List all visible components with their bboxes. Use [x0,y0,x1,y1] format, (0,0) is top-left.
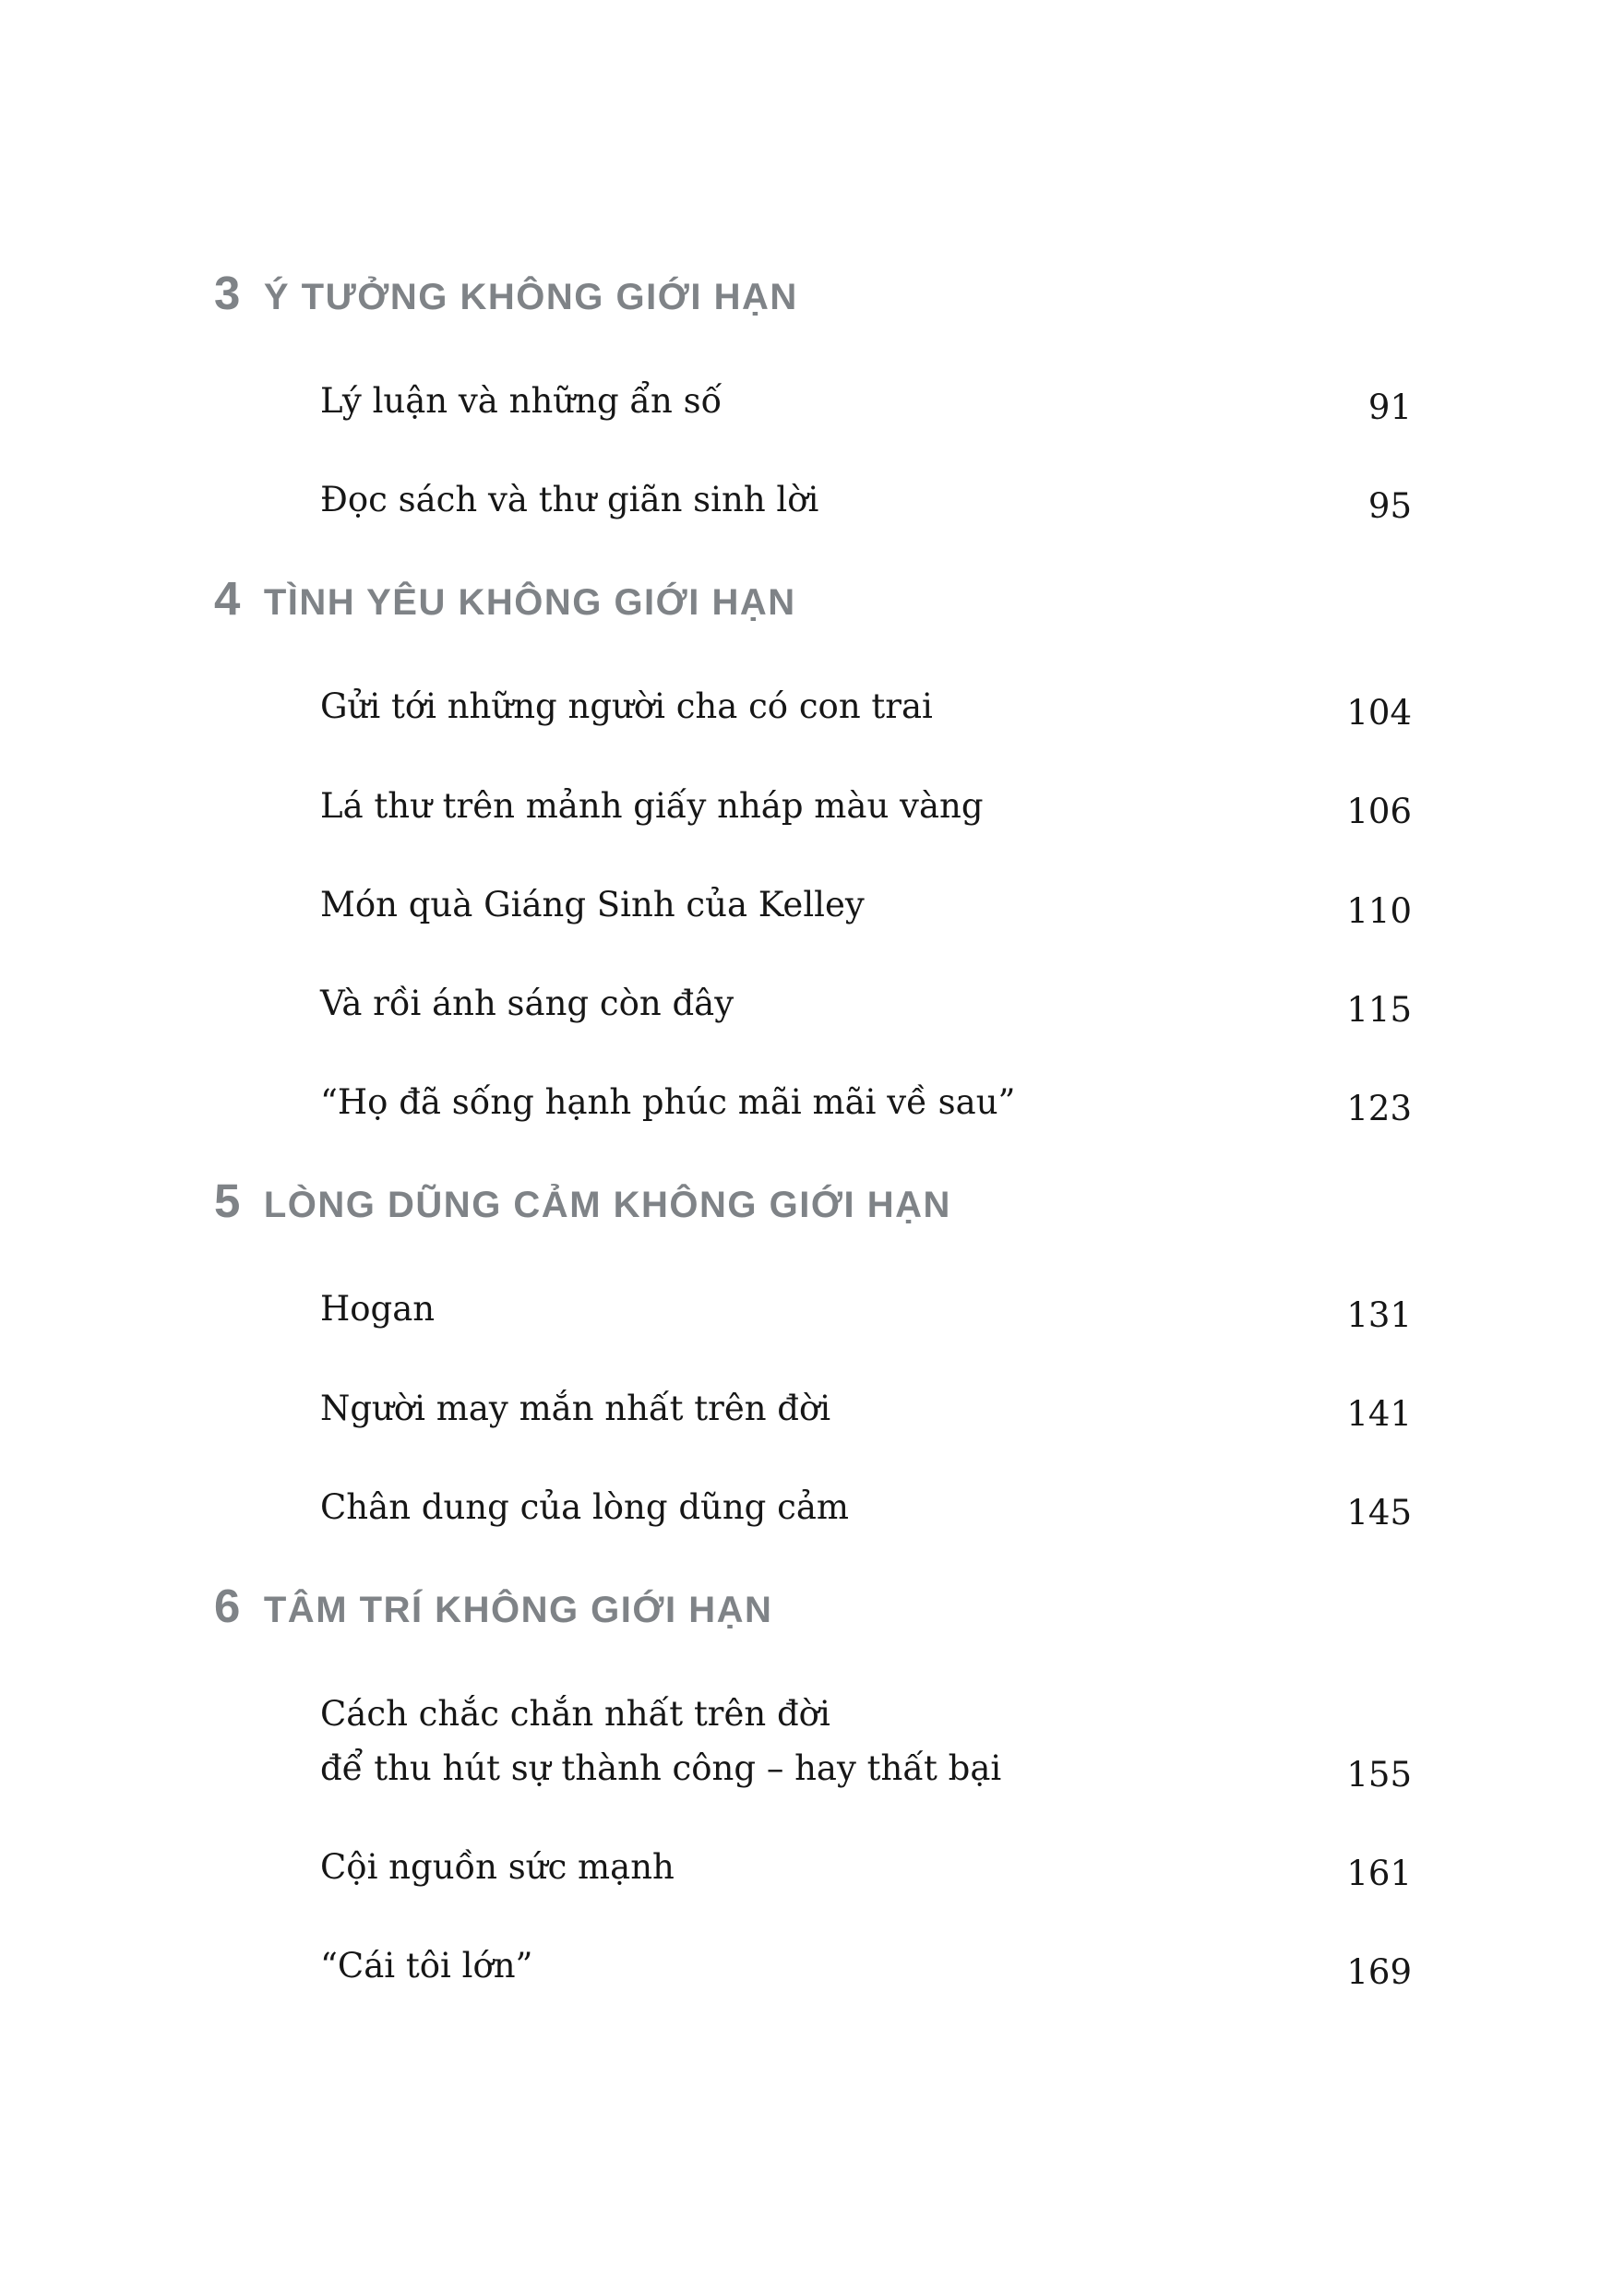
toc-entry [320,779,1412,833]
chapter-title: Ý TƯỞNG KHÔNG GIỚI HẠN [263,277,798,317]
toc-entry [320,1075,1412,1129]
entry-page-number: 104 [1346,693,1412,733]
entry-title: Người may mắn nhất trên đời [320,1388,831,1428]
entry-title: Cách chắc chắn nhất trên đời để thu hút sự thành công – hay thất bại [320,1693,1002,1789]
entry-page-number: 115 [1346,989,1412,1030]
entry-title: Gửi tới những người cha có con trai [320,686,933,727]
chapter-heading [214,1579,1412,1633]
chapter-title: TÂM TRÍ KHÔNG GIỚI HẠN [263,1589,773,1630]
entry-page-number: 161 [1346,1854,1412,1894]
entry-title: Cội nguồn sức mạnh [320,1847,675,1888]
entry-page-number: 106 [1346,792,1412,832]
toc-entry [320,374,1412,428]
entry-page-number: 131 [1346,1295,1412,1336]
entry-title: “Cái tôi lớn” [320,1946,533,1986]
entry-page-number: 169 [1346,1952,1412,1993]
chapter-number: 4 [214,572,241,626]
toc-entry [320,1381,1412,1436]
entry-page-number: 95 [1367,485,1412,526]
toc-entry [320,1938,1412,1993]
toc-section [214,1174,1412,1534]
toc-section [214,1579,1412,1994]
entry-page-number: 123 [1346,1088,1412,1128]
entry-page-number: 141 [1346,1394,1412,1435]
chapter-title: LÒNG DŨNG CẢM KHÔNG GIỚI HẠN [263,1185,951,1226]
entry-title: “Họ đã sống hạnh phúc mãi mãi về sau” [320,1082,1016,1123]
entry-page-number: 155 [1346,1754,1412,1795]
entry-title: Món quà Giáng Sinh của Kelley [320,884,865,924]
toc-section [214,571,1412,1129]
chapter-number: 3 [214,267,241,319]
entry-title: Và rồi ánh sáng còn đây [320,983,734,1023]
entry-title: Lý luận và những ẩn số [320,381,722,421]
toc-entry [320,1687,1412,1795]
toc-entry [320,472,1412,527]
toc-entry [320,679,1412,733]
entry-title: Hogan [320,1289,436,1330]
chapter-title: TÌNH YÊU KHÔNG GIỚI HẠN [263,582,796,624]
entry-page-number: 145 [1346,1493,1412,1533]
entry-page-number: 110 [1346,890,1412,931]
entry-title: Chân dung của lòng dũng cảm [320,1486,849,1527]
chapter-number: 6 [214,1579,241,1632]
entry-title: Đọc sách và thư giãn sinh lời [320,480,819,520]
toc-entry [320,976,1412,1031]
chapter-heading [214,571,1412,626]
toc-entry [320,877,1412,932]
toc-entry [320,1282,1412,1336]
chapter-heading [214,1174,1412,1228]
chapter-heading [214,266,1412,320]
table-of-contents [214,266,1412,1994]
chapter-number: 5 [214,1175,241,1228]
entry-title: Lá thư trên mảnh giấy nháp màu vàng [320,785,984,826]
toc-entry [320,1840,1412,1894]
toc-entry [320,1480,1412,1534]
toc-section [214,266,1412,527]
entry-page-number: 91 [1367,387,1412,427]
